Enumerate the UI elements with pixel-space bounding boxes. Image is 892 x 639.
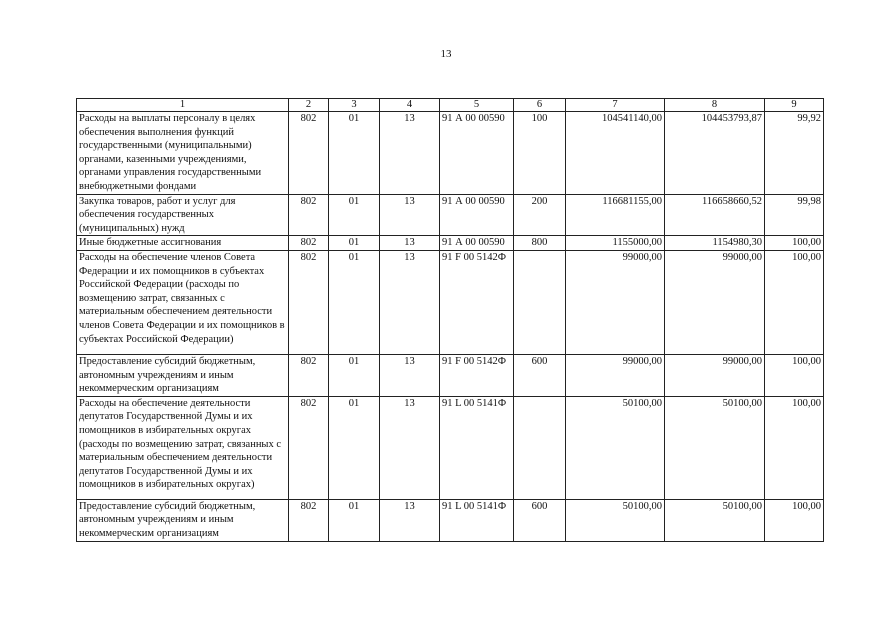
column-header: 4 (380, 99, 440, 112)
planned-amount: 99000,00 (566, 250, 665, 354)
executed-amount: 99000,00 (665, 354, 765, 396)
expense-type-code: 600 (514, 499, 566, 541)
execution-percent: 100,00 (765, 236, 824, 251)
column-header: 1 (77, 99, 289, 112)
table-row (77, 499, 824, 541)
expense-type-code: 100 (514, 112, 566, 195)
executed-amount: 50100,00 (665, 396, 765, 499)
executed-amount: 50100,00 (665, 499, 765, 541)
executed-amount: 116658660,52 (665, 194, 765, 236)
section-code: 01 (329, 236, 380, 251)
subsection-code: 13 (380, 396, 440, 499)
expense-name: Расходы на обеспечение членов Совета Федерации и их помощников в субъектах Российской Федерации (расходы по возмещению затрат, связанных с материальным обеспечением деятельности членов Совета Федерации и их помощников в субъектах Российской Федерации) (77, 250, 289, 354)
table-row (77, 112, 824, 195)
target-article-code: 91 L 00 5141Ф (440, 499, 514, 541)
target-article-code: 91 А 00 00590 (440, 194, 514, 236)
planned-amount: 116681155,00 (566, 194, 665, 236)
section-code: 01 (329, 194, 380, 236)
column-header: 3 (329, 99, 380, 112)
table-row (77, 236, 824, 251)
column-header: 2 (289, 99, 329, 112)
planned-amount: 104541140,00 (566, 112, 665, 195)
budget-table (76, 98, 824, 542)
planned-amount: 99000,00 (566, 354, 665, 396)
executed-amount: 1154980,30 (665, 236, 765, 251)
subsection-code: 13 (380, 499, 440, 541)
table-row (77, 194, 824, 236)
grbs-code: 802 (289, 354, 329, 396)
section-code: 01 (329, 396, 380, 499)
section-code: 01 (329, 499, 380, 541)
subsection-code: 13 (380, 236, 440, 251)
subsection-code: 13 (380, 250, 440, 354)
expense-type-code: 800 (514, 236, 566, 251)
executed-amount: 104453793,87 (665, 112, 765, 195)
planned-amount: 1155000,00 (566, 236, 665, 251)
execution-percent: 100,00 (765, 250, 824, 354)
expense-name: Закупка товаров, работ и услуг для обеспечения государственных (муниципальных) нужд (77, 194, 289, 236)
planned-amount: 50100,00 (566, 396, 665, 499)
execution-percent: 99,92 (765, 112, 824, 195)
expense-name: Предоставление субсидий бюджетным, автономным учреждениям и иным некоммерческим организациям (77, 499, 289, 541)
target-article-code: 91 F 00 5142Ф (440, 354, 514, 396)
grbs-code: 802 (289, 112, 329, 195)
expense-type-code: 200 (514, 194, 566, 236)
table-row (77, 396, 824, 499)
subsection-code: 13 (380, 112, 440, 195)
page-number: 13 (440, 48, 452, 60)
expense-name: Иные бюджетные ассигнования (77, 236, 289, 251)
subsection-code: 13 (380, 354, 440, 396)
grbs-code: 802 (289, 236, 329, 251)
grbs-code: 802 (289, 499, 329, 541)
grbs-code: 802 (289, 194, 329, 236)
column-header: 8 (665, 99, 765, 112)
execution-percent: 100,00 (765, 499, 824, 541)
target-article-code: 91 L 00 5141Ф (440, 396, 514, 499)
expense-name: Расходы на обеспечение деятельности депутатов Государственной Думы и их помощников в избирательных округах (расходы по возмещению затрат, связанных с материальным обеспечением деятельности депутатов Государственной Думы и их помощников в избирательных округах) (77, 396, 289, 499)
expense-name: Расходы на выплаты персоналу в целях обеспечения выполнения функций государственными (муниципальными) органами, казенными учреждениями, органами управления государственными внебюджетными фондами (77, 112, 289, 195)
expense-type-code (514, 250, 566, 354)
section-code: 01 (329, 112, 380, 195)
column-header: 5 (440, 99, 514, 112)
target-article-code: 91 F 00 5142Ф (440, 250, 514, 354)
execution-percent: 100,00 (765, 396, 824, 499)
target-article-code: 91 А 00 00590 (440, 112, 514, 195)
grbs-code: 802 (289, 250, 329, 354)
table-header-row (77, 99, 824, 112)
table-row (77, 250, 824, 354)
column-header: 7 (566, 99, 665, 112)
section-code: 01 (329, 250, 380, 354)
expense-name: Предоставление субсидий бюджетным, автономным учреждениям и иным некоммерческим организациям (77, 354, 289, 396)
executed-amount: 99000,00 (665, 250, 765, 354)
expense-type-code (514, 396, 566, 499)
column-header: 6 (514, 99, 566, 112)
column-header: 9 (765, 99, 824, 112)
execution-percent: 99,98 (765, 194, 824, 236)
execution-percent: 100,00 (765, 354, 824, 396)
grbs-code: 802 (289, 396, 329, 499)
table-row (77, 354, 824, 396)
target-article-code: 91 А 00 00590 (440, 236, 514, 251)
subsection-code: 13 (380, 194, 440, 236)
planned-amount: 50100,00 (566, 499, 665, 541)
section-code: 01 (329, 354, 380, 396)
expense-type-code: 600 (514, 354, 566, 396)
